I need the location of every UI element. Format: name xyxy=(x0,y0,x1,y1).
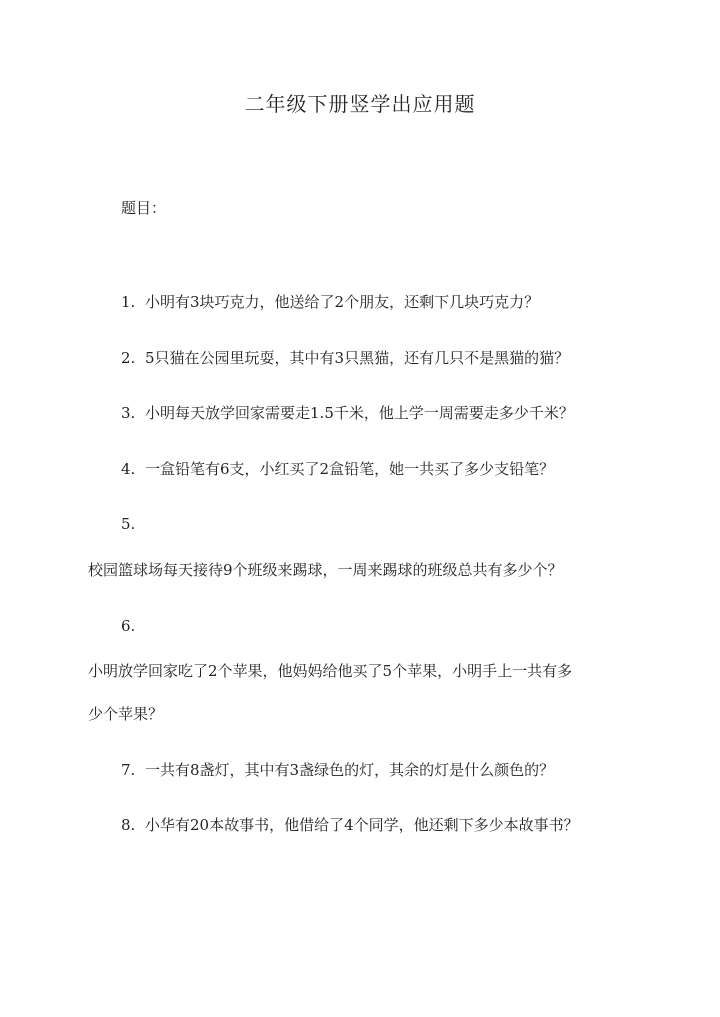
question-1 xyxy=(121,292,539,312)
question-text: 一盒铅笔有6支，小红买了2盒铅笔，她一共买了多少支铅笔？ xyxy=(145,460,555,478)
question-8 xyxy=(121,815,579,835)
question-3 xyxy=(121,403,574,423)
question-number: 1. xyxy=(121,293,136,311)
question-4 xyxy=(121,459,554,479)
section-label: 题目： xyxy=(121,199,167,217)
question-text: 5只猫在公园里玩耍，其中有3只黑猫，还有几只不是黑猫的猫？ xyxy=(145,349,570,367)
question-6-text-line-2: 少个苹果？ xyxy=(88,705,164,723)
document-title: 二年级下册竖学出应用题 xyxy=(244,92,476,116)
question-7 xyxy=(121,760,554,780)
question-text: 小明每天放学回家需要走1.5千米，他上学一周需要走多少千米？ xyxy=(145,404,574,422)
question-number: 7. xyxy=(121,761,136,779)
question-text: 小华有20本故事书，他借给了4个同学，他还剩下多少本故事书？ xyxy=(145,816,579,834)
question-number: 4. xyxy=(121,460,136,478)
question-text: 一共有8盏灯，其中有3盏绿色的灯，其余的灯是什么颜色的？ xyxy=(145,761,555,779)
question-6-number: 6. xyxy=(121,617,136,635)
question-number: 2. xyxy=(121,349,136,367)
question-number: 3. xyxy=(121,404,136,422)
question-number: 8. xyxy=(121,816,136,834)
question-5-number: 5. xyxy=(121,515,136,533)
question-2 xyxy=(121,348,569,368)
question-5-text: 校园篮球场每天接待9个班级来踢球，一周来踢球的班级总共有多少个？ xyxy=(88,561,563,579)
question-6-text-line-1: 小明放学回家吃了2个苹果，他妈妈给他买了5个苹果，小明手上一共有多 xyxy=(88,662,573,680)
question-text: 小明有3块巧克力，他送给了2个朋友，还剩下几块巧克力？ xyxy=(145,293,540,311)
